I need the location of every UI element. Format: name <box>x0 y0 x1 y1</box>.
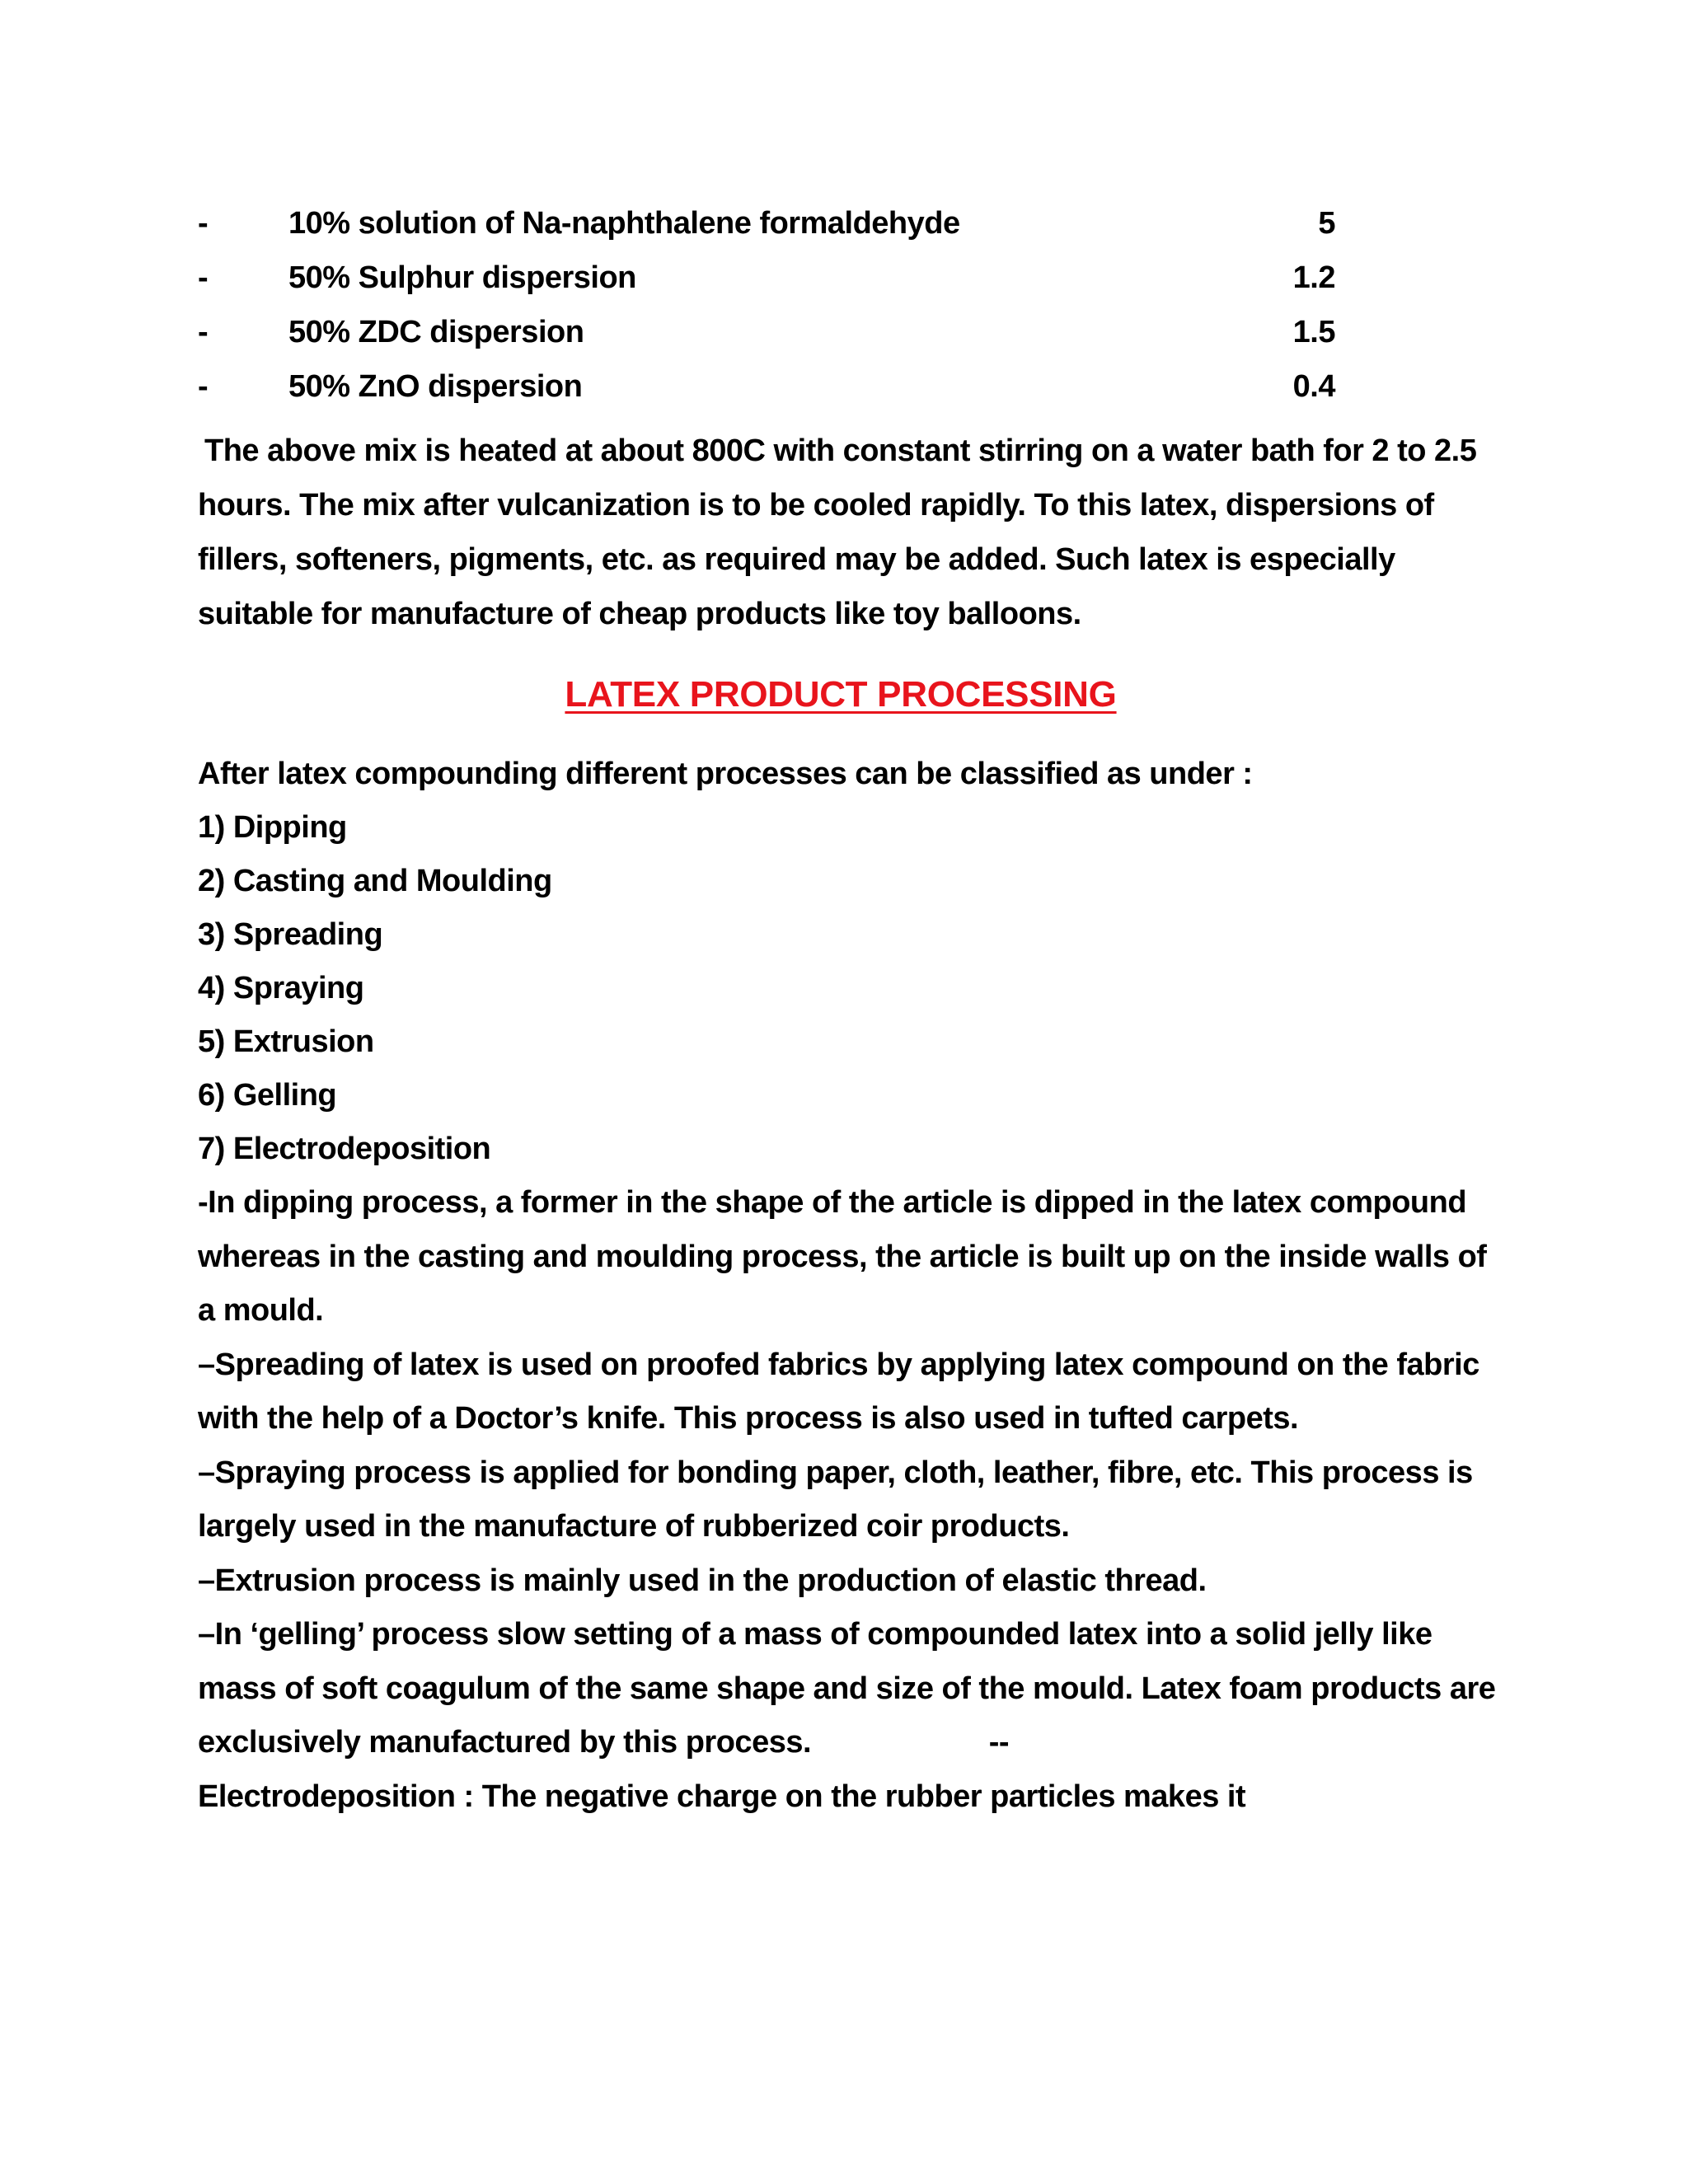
vulcanization-paragraph: The above mix is heated at about 800C with constant stirring on a water bath for 2 to 2.5 hours. The mix after vulcanization is to be cooled rapidly. To this latex, dispersions of fillers, softeners, pigments, etc. as required may be added. Such latex is especially suitable for manufacture of cheap products like toy balloons. <box>198 434 1477 631</box>
ingredient-label: 50% Sulphur dispersion <box>288 260 636 295</box>
ingredient-value: 0.4 <box>1292 369 1335 404</box>
ingredient-value: 1.5 <box>1292 315 1335 349</box>
dipping-description: -In dipping process, a former in the shape of the article is dipped in the latex compound whereas in the casting and moulding process, the article is built up on the inside walls of a mould. <box>198 1185 1487 1328</box>
process-item: 2) Casting and Moulding <box>198 864 552 898</box>
ingredient-row <box>198 196 1484 251</box>
ingredient-label: 50% ZDC dispersion <box>288 315 584 349</box>
spraying-description: –Spraying process is applied for bonding paper, cloth, leather, fibre, etc. This process is largely used in the manufacture of rubberized coir products. <box>198 1455 1473 1544</box>
ingredient-value: 5 <box>1318 206 1335 241</box>
ingredient-dash: - <box>198 369 209 404</box>
ingredient-row <box>198 251 1484 305</box>
ingredient-label: 10% solution of Na-naphthalene formaldehyde <box>288 206 960 241</box>
page-content <box>198 196 1496 1824</box>
process-item: 3) Spreading <box>198 917 383 952</box>
electrodeposition-description: Electrodeposition : The negative charge on the rubber particles makes it <box>198 1779 1246 1814</box>
gelling-description <box>198 1608 1500 1770</box>
ingredient-row <box>198 359 1484 414</box>
ingredient-list <box>198 196 1484 414</box>
gelling-trailing-dashes: -- <box>988 1725 1010 1760</box>
process-item: 5) Extrusion <box>198 1024 374 1059</box>
section-title: LATEX PRODUCT PROCESSING <box>565 674 1117 715</box>
process-item: 6) Gelling <box>198 1078 337 1113</box>
process-item: 7) Electrodeposition <box>198 1132 491 1166</box>
ingredient-row <box>198 305 1484 359</box>
gelling-text: –In ‘gelling’ process slow setting of a mass of compounded latex into a solid jelly like mass of soft coagulum of the same shape and size of the mould. Latex foam products are exclusively manufactured by this process. <box>198 1617 1496 1760</box>
process-item: 4) Spraying <box>198 971 364 1005</box>
process-list <box>198 801 1484 1176</box>
ingredient-label: 50% ZnO dispersion <box>288 369 583 404</box>
ingredient-dash: - <box>198 315 209 349</box>
extrusion-description: –Extrusion process is mainly used in the production of elastic thread. <box>198 1563 1207 1598</box>
ingredient-dash: - <box>198 260 209 295</box>
ingredient-value: 1.2 <box>1292 260 1335 295</box>
ingredient-dash: - <box>198 206 209 241</box>
spreading-description: –Spreading of latex is used on proofed fabrics by applying latex compound on the fabric with the help of a Doctor’s knife. This process is also used in tufted carpets. <box>198 1347 1479 1436</box>
process-item: 1) Dipping <box>198 810 347 845</box>
processes-intro: After latex compounding different processes can be classified as under : <box>198 757 1253 791</box>
